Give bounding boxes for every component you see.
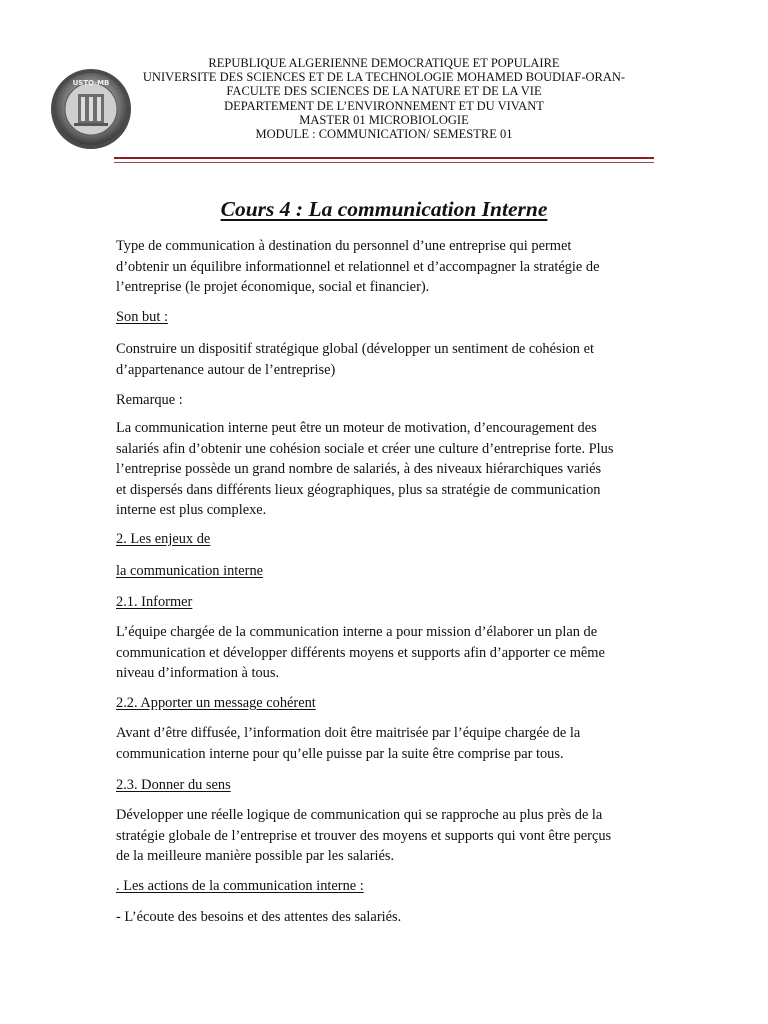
remarque-heading: Remarque : [116,392,183,408]
remarque-paragraph [116,418,646,521]
intro-line: l’entreprise (le projet économique, social et financier). [116,279,430,295]
informer-paragraph [116,622,646,684]
enjeux-heading-2-block [116,561,646,582]
remarque-line: et dispersés dans différents lieux géographiques, plus sa stratégie de communication [116,481,601,498]
message-line: communication interne pour qu’elle puisse par la suite être comprise par tous. [116,745,564,762]
son-but-line: d’appartenance autour de l’entreprise) [116,361,336,378]
message-paragraph [116,723,646,764]
informer-line: niveau d’information à tous. [116,665,280,681]
institution-header [100,56,668,141]
informer-line: L’équipe chargée de la communication interne a pour mission d’élaborer un plan de [116,624,598,640]
message-line: Avant d’être diffusée, l’information doit être maitrisée par l’équipe chargée de la [116,725,581,741]
intro-paragraph [116,236,646,298]
son-but-paragraph [116,339,646,380]
header-line-faculty: FACULTE DES SCIENCES DE LA NATURE ET DE LA VIE [226,84,542,99]
remarque-line: l’entreprise possède un grand nombre de salariés, à des niveaux hiérarchiques variés [116,461,602,477]
son-but-heading: Son but : [116,309,168,325]
header-line-module: MODULE : COMMUNICATION/ SEMESTRE 01 [255,127,513,142]
message-heading: 2.2. Apporter un message cohérent [116,695,316,711]
enjeux-heading-continued: la communication interne [116,563,264,579]
intro-line: d’obtenir un équilibre informationnel et relationnel et d’accompagner la stratégie de [116,258,600,275]
sens-line: stratégie globale de l’entreprise et trouver des moyens et supports qui vont être perçus [116,827,612,844]
sens-paragraph [116,805,646,867]
sens-line: de la meilleure manière possible par les salariés. [116,848,395,864]
informer-heading-block [116,592,646,613]
remarque-line: La communication interne peut être un moteur de motivation, d’encouragement des [116,420,597,436]
header-line-republic: REPUBLIQUE ALGERIENNE DEMOCRATIQUE ET POPULAIRE [208,56,560,70]
actions-list-item: - L’écoute des besoins et des attentes des salariés. [116,909,402,925]
son-but-line: Construire un dispositif stratégique global (développer un sentiment de cohésion et [116,341,594,357]
header-divider-thin [114,162,654,163]
sens-line: Développer une réelle logique de communication qui se rapproche au plus près de la [116,807,603,823]
header-line-master: MASTER 01 MICROBIOLOGIE [299,112,469,127]
sens-heading: 2.3. Donner du sens [116,777,231,793]
header-divider-thick [114,157,654,159]
remarque-line: salariés afin d’obtenir une cohésion sociale et créer une culture d’entreprise forte. Plus [116,440,614,457]
header-line-university: UNIVERSITE DES SCIENCES ET DE LA TECHNOLOGIE MOHAMED BOUDIAF-ORAN- [142,70,626,85]
seal-text: USTO-MB [72,79,110,87]
header-line-department: DEPARTEMENT DE L’ENVIRONNEMENT ET DU VIVANT [224,98,544,113]
sens-heading-block [116,775,646,796]
course-title: Cours 4 : La communication Interne [220,197,548,221]
enjeux-heading: 2. Les enjeux de [116,531,211,547]
intro-line: Type de communication à destination du personnel d’une entreprise qui permet [116,238,572,254]
enjeux-heading-1-block [116,529,646,550]
son-but-heading-block [116,307,646,328]
actions-heading-block [116,876,646,897]
remarque-heading-block [116,390,646,411]
message-heading-block [116,693,646,714]
actions-list [116,907,646,928]
remarque-line: interne est plus complexe. [116,502,267,518]
actions-heading: . Les actions de la communication interne : [116,878,364,894]
informer-line: communication et développer différents moyens et supports afin d’apporter ce même [116,644,605,661]
informer-heading: 2.1. Informer [116,594,193,610]
